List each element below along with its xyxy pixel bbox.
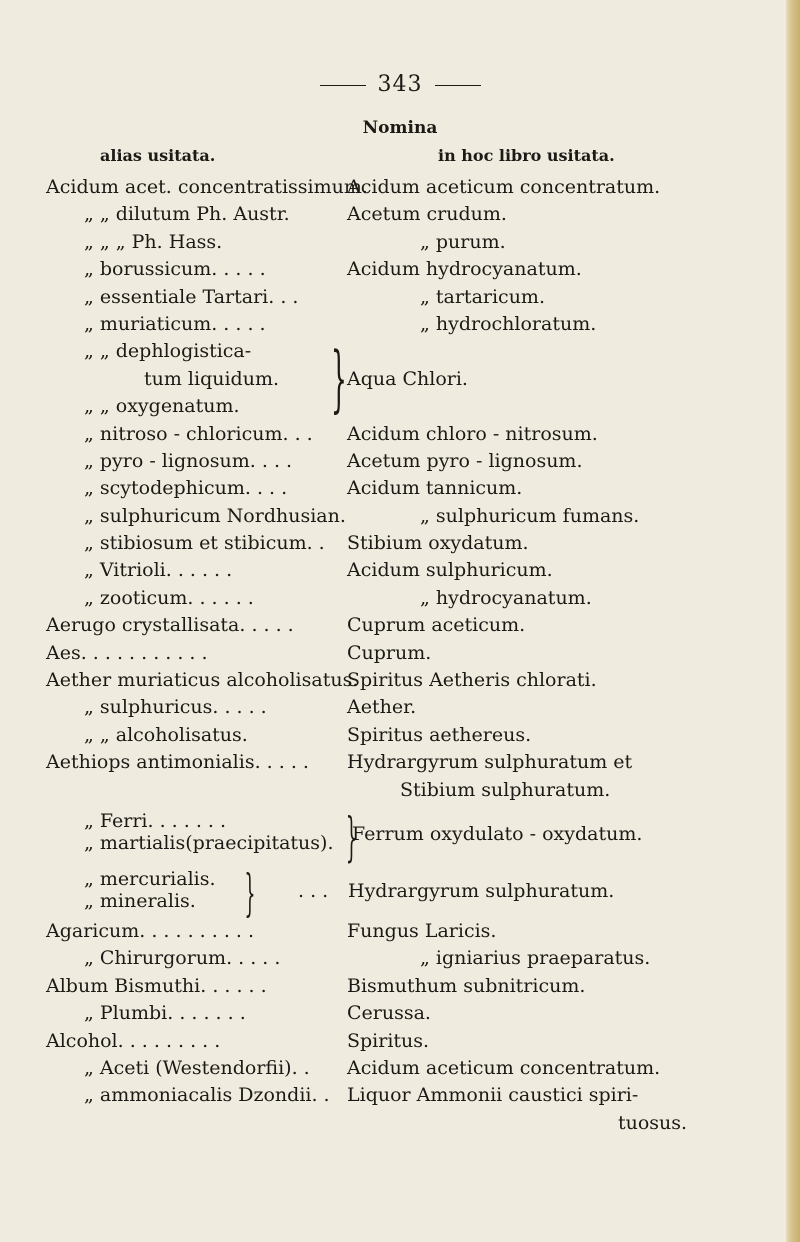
table-row: Agaricum. . . . . . . . . . Fungus Laricis. [46,919,497,942]
brace: } [345,807,358,868]
table-row: „ „ „ Ph. Hass. „ purum. [84,230,506,253]
table-row: „ pyro - lignosum. . . . Acetum pyro - lignosum. [84,449,583,472]
table-row: Aerugo crystallisata. . . . . Cuprum aceticum. [46,614,526,637]
right-column-header: in hoc libro usitata. [438,146,615,165]
group-chlori: „ „ dephlogistica- tum liquidum. Aqua Chlori. „ „ oxygenatum. } [84,336,468,421]
table-row: „ essentiale Tartari. . . „ tartaricum. [84,285,545,308]
table-row: „ borussicum. . . . . Acidum hydrocyanatum. [84,258,582,281]
table-row: Aether muriaticus alcoholisatus. Spiritus Aetheris chlorati. [46,669,597,692]
table-row: „ „ dilutum Ph. Austr. Acetum crudum. [84,203,507,226]
left-column-header: alias usitata. [100,146,216,165]
table-row: „ „ alcoholisatus. Spiritus aethereus. [84,723,532,746]
synonym-table [0,174,800,1137]
table-row: „ muriaticum. . . . . „ hydrochloratum. [84,312,597,335]
table-row: „ zooticum. . . . . . „ hydrocyanatum. [84,586,592,609]
table-row: „ scytodephicum. . . . Acidum tannicum. [84,477,523,500]
table-row: Acidum acet. concentratissimum. Acidum aceticum concentratum. [46,176,661,198]
brace: } [244,863,256,922]
table-row: „ nitroso - chloricum. . . Acidum chloro - nitrosum. [84,422,598,445]
table-row: „ Plumbi. . . . . . . Cerussa. [84,1002,431,1025]
table-row: Aethiops antimonialis. . . . . Hydrargyrum sulphuratum et [46,751,633,774]
table-row: „ sulphuricus. . . . . Aether. [84,696,417,719]
brace: } [330,336,347,421]
table-row: Stibium sulphuratum. [400,778,611,801]
table-row: „ Chirurgorum. . . . . „ igniarius praeparatus. [84,947,651,970]
table-row: „ Aceti (Westendorfii). . Acidum aceticum concentratum. [84,1056,661,1079]
table-row: „ Vitrioli. . . . . . Acidum sulphuricum. [84,559,553,582]
page-number: 343 [0,72,800,97]
table-row: „ sulphuricum Nordhusian. „ sulphuricum fumans. [84,504,640,527]
table-heading: Nomina [362,118,438,138]
table-row: tuosus. [618,1111,688,1134]
table-row: „ ammoniacalis Dzondii. . Liquor Ammonii caustici spiri- [84,1084,639,1107]
group-ferri: „ Ferri. . . . . . . „ martialis(praecipitatus). } Ferrum oxydulato - oxydatum. [84,807,643,868]
table-row: Alcohol. . . . . . . . . Spiritus. [46,1029,430,1052]
table-row: Album Bismuthi. . . . . . Bismuthum subnitricum. [46,974,586,997]
table-row: Aes. . . . . . . . . . . Cuprum. [46,641,432,664]
group-mercurialis: „ mercurialis. „ mineralis. } . . . Hydrargyrum sulphuratum. [84,863,615,922]
table-row: „ stibiosum et stibicum. . Stibium oxydatum. [84,532,529,555]
